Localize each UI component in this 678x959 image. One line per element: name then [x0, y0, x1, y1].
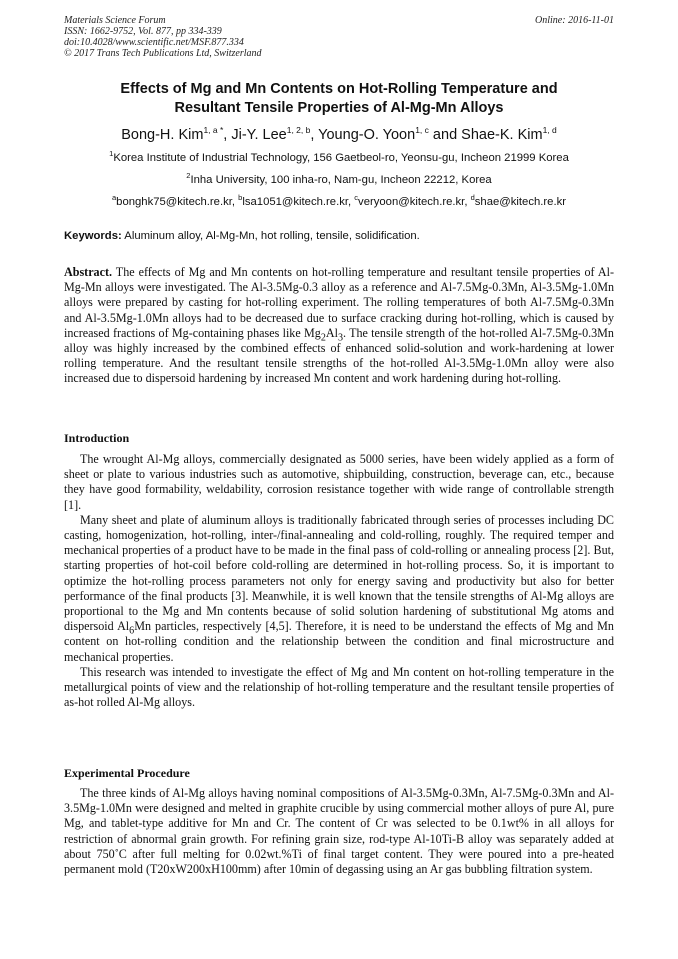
intro-paragraph-2: Many sheet and plate of aluminum alloys is traditionally fabricated through series of processes including DC casting, homogenization, hot-rolling, inter-/final-annealing and cold-rolling, roughly. The required temper and mechanical properties of a product have to be made in the final pass of cold-rolling or annealing process [2]. But, starting properties of hot-coil before cold-rolling are determined in hot-rolling process. So, it is important to optimize the hot-rolling process parameters not only for energy saving and productivity but also for better performance of the final products [3]. Meanwhile, it is well known that the tensile strengths of Al-Mg alloys are proportional to the Mg and Mn contents because of solid solution hardening of substitutional Mg atoms and dispersoid $Al_6Mn$ particles, respectively [4,5]. Therefore, it is need to be understand the effects of Mg and Mn content on hot-rolling condition and the relationship between the condition and final microstructure and mechanical properties.	[64, 512, 614, 664]
intro-paragraph-3: This research was intended to investigate the effect of Mg and Mn content on hot-rolling temperature in the metallurgical points of view and the relationship of hot-rolling temperature and the resultant tensile properties of as-hot rolled Al-Mg alloys.	[64, 664, 614, 710]
online-date: Online: 2016-11-01	[535, 15, 614, 26]
title-line-2: Resultant Tensile Properties of Al-Mg-Mn Alloys	[174, 99, 504, 116]
affiliation-1: $^1$Korea Institute of Industrial Technology, 156 Gaetbeol-ro, Yeonsu-gu, Incheon 21999 Korea	[109, 149, 569, 164]
doi-line: doi:10.4028/www.scientific.net/MSF.877.334	[64, 37, 244, 48]
email-link[interactable]: lsa1051@kitech.re.kr	[242, 196, 349, 208]
email-link[interactable]: bonghk75@kitech.re.kr	[116, 196, 232, 208]
experimental-heading: Experimental Procedure	[64, 766, 190, 780]
journal-name: Materials Science Forum	[64, 15, 166, 26]
journal-header	[64, 15, 614, 59]
author-name: Shae-K. Kim	[461, 127, 543, 143]
author-superscript: 1, d	[542, 125, 557, 136]
title-line-1: Effects of Mg and Mn Contents on Hot-Rolling Temperature and	[120, 81, 558, 97]
author-name: Ji-Y. Lee	[231, 127, 287, 143]
author-superscript: 1, 2, b	[286, 125, 311, 136]
email-line: $^a$bonghk75@kitech.re.kr, $^b$lsa1051@kitech.re.kr, $^c$veryoon@kitech.re.kr, $^d$shae@kitech.re.kr	[112, 193, 566, 208]
abstract-label: Abstract.	[64, 265, 113, 279]
keywords-text: Aluminum alloy, Al-Mg-Mn, hot rolling, tensile, solidification.	[121, 230, 420, 242]
keywords-label: Keywords:	[64, 230, 122, 242]
keywords	[64, 229, 624, 243]
affiliation-2: $^2$Inha University, 100 inha-ro, Nam-gu, Incheon 22212, Korea	[186, 171, 492, 186]
issn-line: ISSN: 1662-9752, Vol. 877, pp 334-339	[64, 26, 222, 37]
author-superscript: 1, c	[415, 125, 429, 136]
intro-paragraph-1: The wrought Al-Mg alloys, commercially designated as 5000 series, have been widely applied as a form of sheet or plate to various industries such as automotive, shipbuilding, construction, beverage can, etc., because they have good formability, weldability, corrosion resistance together with wide range of controllable strength [1].	[64, 452, 614, 512]
email-link[interactable]: veryoon@kitech.re.kr	[358, 196, 465, 208]
abstract: Abstract. The effects of Mg and Mn contents on hot-rolling temperature and resultant tensile properties of Al-Mg-Mn alloys were investigated. The Al-3.5Mg-0.3 alloy as a reference and Al-7.5Mg-0.3Mn, Al-3.5Mg-1.0Mn alloys were prepared by casting for hot-rolling experiment. The rolling temperatures of both Al-7.5Mg-0.3Mn and Al-3.5Mg-1.0Mn alloys had to be decreased due to surface cracking during hot-rolling, which is caused by increased fractions of Mg-containing phases like $Mg_2Al_3$. The tensile strength of the hot-rolled Al-7.5Mg-0.3Mn alloy was highly increased by the combined effects of enhanced solid-solution and work-hardening at lower rolling temperature. And the resultant tensile strengths of the hot-rolled Al-3.5Mg-1.0Mn alloy were also increased due to dispersoid hardening by increased Mn content and work hardening during hot-rolling.	[64, 265, 614, 386]
paper-title	[40, 80, 638, 117]
introduction-heading: Introduction	[64, 431, 130, 445]
introduction-section	[64, 452, 614, 710]
author-superscript: 1, a *	[203, 125, 224, 136]
author-name: Young-O. Yoon	[318, 127, 416, 143]
email-link[interactable]: shae@kitech.re.kr	[474, 196, 566, 208]
author-list: Bong-H. Kim$^{1, a *}$, Ji-Y. Lee$^{1, 2, b}$, Young-O. Yoon$^{1, c}$ and Shae-K. Kim$^{1, d}$	[121, 125, 557, 143]
copyright-line: © 2017 Trans Tech Publications Ltd, Switzerland	[64, 48, 262, 59]
author-name: Bong-H. Kim	[121, 127, 204, 143]
experimental-paragraph-1: The three kinds of Al-Mg alloys having nominal compositions of Al-3.5Mg-0.3Mn, Al-7.5Mg-0.3Mn and Al-3.5Mg-1.0Mn were designed and melted in graphite crucible by using commercial mother alloys of pure Al, pure Mg, and tablet-type additive for Mn and Cr. The content of Cr was selected to be 0.1wt% in all alloys for restriction of abnormal grain growth. For refining grain size, rod-type Al-10Ti-B alloy was separately added at about 750˚C after full melting for 0.02wt.%Ti of final target content. They were poured into a pre-heated permanent mold (T20xW200xH100mm) after 10min of degassing using an Ar gas bubbling filtration system.	[64, 786, 614, 877]
